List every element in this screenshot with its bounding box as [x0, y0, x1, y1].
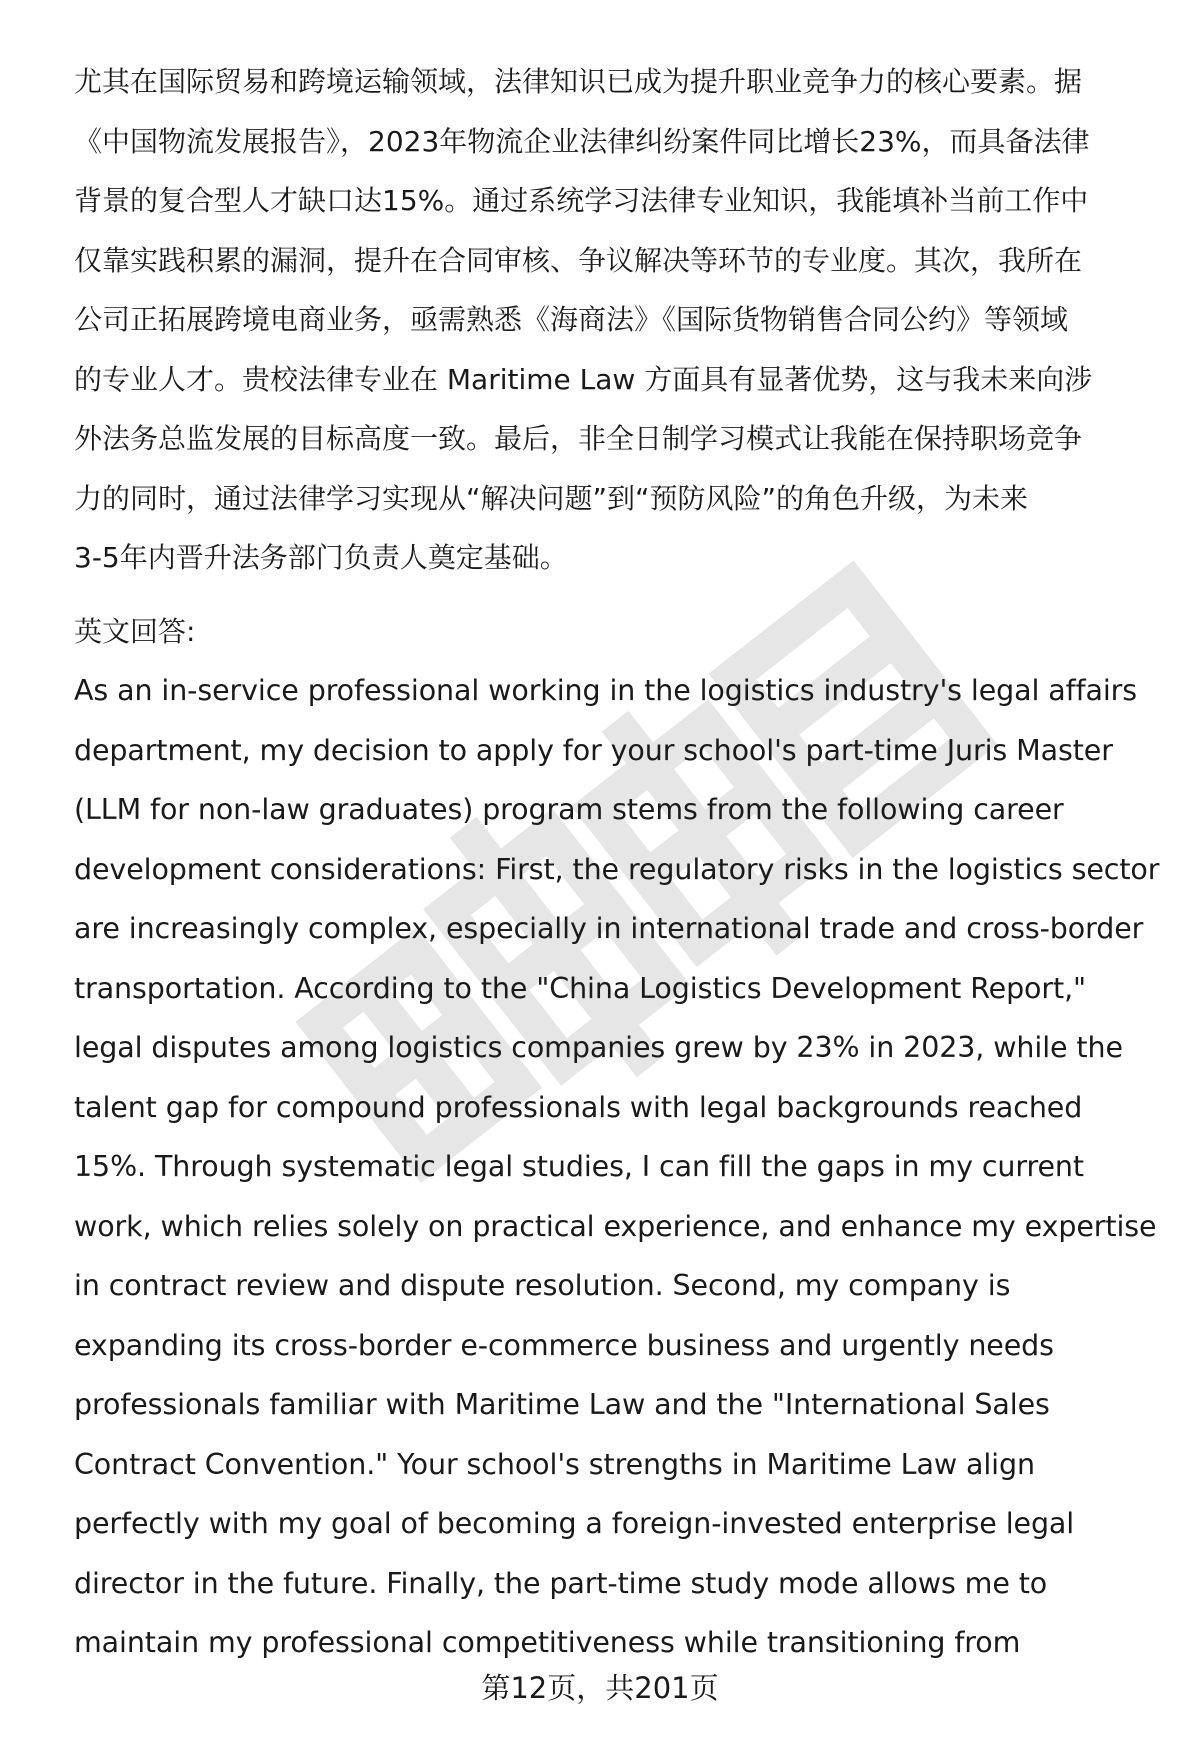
chinese-line: 外法务总监发展的目标高度一致。最后，非全日制学习模式让我能在保持职场竞争 — [74, 422, 1083, 455]
english-line: director in the future. Finally, the part-time study mode allows me to — [74, 1566, 1048, 1600]
chinese-line: 力的同时，通过法律学习实现从“解决问题”到“预防风险”的角色升级，为未来 — [74, 481, 1029, 515]
english-line: expanding its cross-border e-commerce business and urgently needs — [74, 1328, 1054, 1362]
english-line: in contract review and dispute resolution. Second, my company is — [74, 1269, 1011, 1302]
english-line: Contract Convention." Your school's strengths in Maritime Law align — [74, 1447, 1035, 1481]
chinese-line: 尤其在国际贸易和跨境运输领域，法律知识已成为提升职业竞争力的核心要素。据 — [74, 65, 1083, 98]
english-line: work, which relies solely on practical experience, and enhance my expertise — [74, 1209, 1157, 1243]
english-line: (LLM for non-law graduates) program stems from the following career — [74, 793, 1064, 826]
english-line: development considerations: First, the regulatory risks in the logistics sector — [74, 852, 1160, 886]
english-line: legal disputes among logistics companies grew by 23% in 2023, while the — [74, 1031, 1123, 1064]
english-line: As an in-service professional working in the logistics industry's legal affairs — [74, 674, 1138, 707]
english-answer-heading: 英文回答: — [74, 614, 196, 648]
english-answer-paragraph — [74, 661, 1164, 1673]
chinese-line: 公司正拓展跨境电商业务，亟需熟悉《海商法》《国际货物销售合同公约》等领域 — [74, 303, 1069, 336]
page-number-footer: 第12页，共201页 — [481, 1671, 719, 1705]
chinese-line: 仅靠实践积累的漏洞，提升在合同审核、争议解决等环节的专业度。其次，我所在 — [74, 243, 1083, 277]
english-line: 15%. Through systematic legal studies, I can fill the gaps in my current — [74, 1150, 1084, 1183]
chinese-answer-paragraph — [74, 52, 1164, 588]
english-line: perfectly with my goal of becoming a foreign-invested enterprise legal — [74, 1507, 1075, 1540]
english-line: are increasingly complex, especially in international trade and cross-border — [74, 912, 1144, 945]
chinese-line: 3-5年内晋升法务部门负责人奠定基础。 — [74, 541, 568, 574]
chinese-line: 的专业人才。贵校法律专业在 Maritime Law 方面具有显著优势，这与我未来向涉 — [74, 362, 1093, 396]
chinese-line: 《中国物流发展报告》，2023年物流企业法律纠纷案件同比增长23%，而具备法律 — [74, 124, 1090, 158]
english-line: maintain my professional competitiveness while transitioning from — [74, 1626, 1021, 1659]
document-body — [74, 52, 1164, 1673]
english-line: talent gap for compound professionals with legal backgrounds reached — [74, 1090, 1083, 1124]
english-line: professionals familiar with Maritime Law and the "International Sales — [74, 1388, 1050, 1421]
english-line: department, my decision to apply for your school's part-time Juris Master — [74, 733, 1113, 767]
english-line: transportation. According to the "China Logistics Development Report," — [74, 971, 1087, 1005]
chinese-line: 背景的复合型人才缺口达15%。通过系统学习法律专业知识，我能填补当前工作中 — [74, 184, 1089, 217]
